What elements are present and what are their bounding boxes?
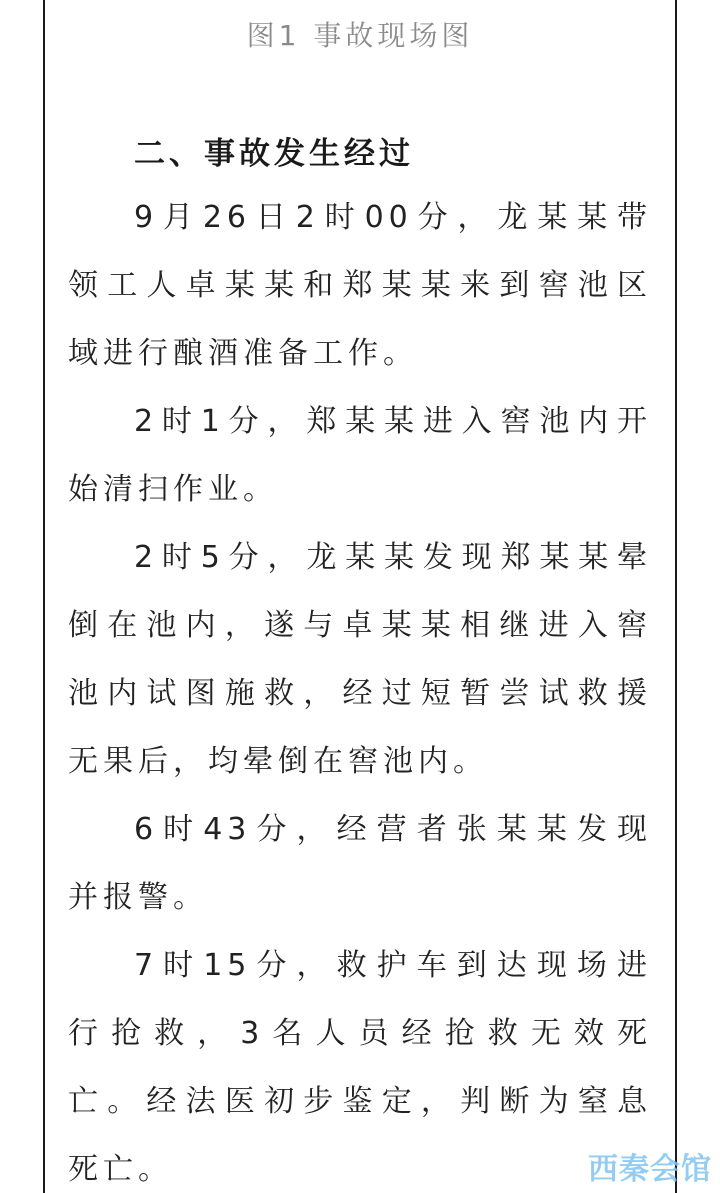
section-heading: 二、事故发生经过 (134, 136, 414, 172)
paragraph-line: 2时1分，郑某某进入窖池内开 (134, 404, 652, 439)
article-section (68, 132, 652, 1193)
paragraph-line: 6时43分，经营者张某某发现 (134, 812, 652, 847)
paragraph-1 (68, 184, 652, 388)
paragraph-line: 无果后，均晕倒在窖池内。 (68, 744, 488, 779)
paragraph-line: 始清扫作业。 (68, 472, 278, 507)
paragraph-line: 并报警。 (68, 880, 208, 915)
paragraph-3 (68, 524, 652, 796)
paragraph-line: 2时5分，龙某某发现郑某某晕 (134, 540, 652, 575)
right-frame-border (675, 0, 677, 1193)
paragraph-line: 9月26日2时00分，龙某某带 (134, 200, 652, 235)
paragraph-line: 倒在池内，遂与卓某某相继进入窖 (68, 608, 652, 643)
paragraph-line: 亡。经法医初步鉴定，判断为窒息 (68, 1084, 652, 1119)
paragraph-line: 领工人卓某某和郑某某来到窖池区 (68, 268, 652, 303)
paragraph-5 (68, 932, 652, 1193)
left-frame-border (43, 0, 45, 1193)
figure-caption: 图1 事故现场图 (246, 19, 474, 52)
paragraph-line: 7时15分，救护车到达现场进 (134, 948, 652, 983)
watermark-logo: 西秦会馆 (588, 1152, 712, 1187)
paragraph-4 (68, 796, 652, 932)
paragraph-line: 死亡。 (68, 1152, 173, 1187)
paragraph-2 (68, 388, 652, 524)
paragraph-line: 域进行酿酒准备工作。 (68, 336, 418, 371)
paragraph-line: 行抢救，3名人员经抢救无效死 (68, 1016, 652, 1051)
paragraph-line: 池内试图施救，经过短暂尝试救援 (68, 676, 652, 711)
